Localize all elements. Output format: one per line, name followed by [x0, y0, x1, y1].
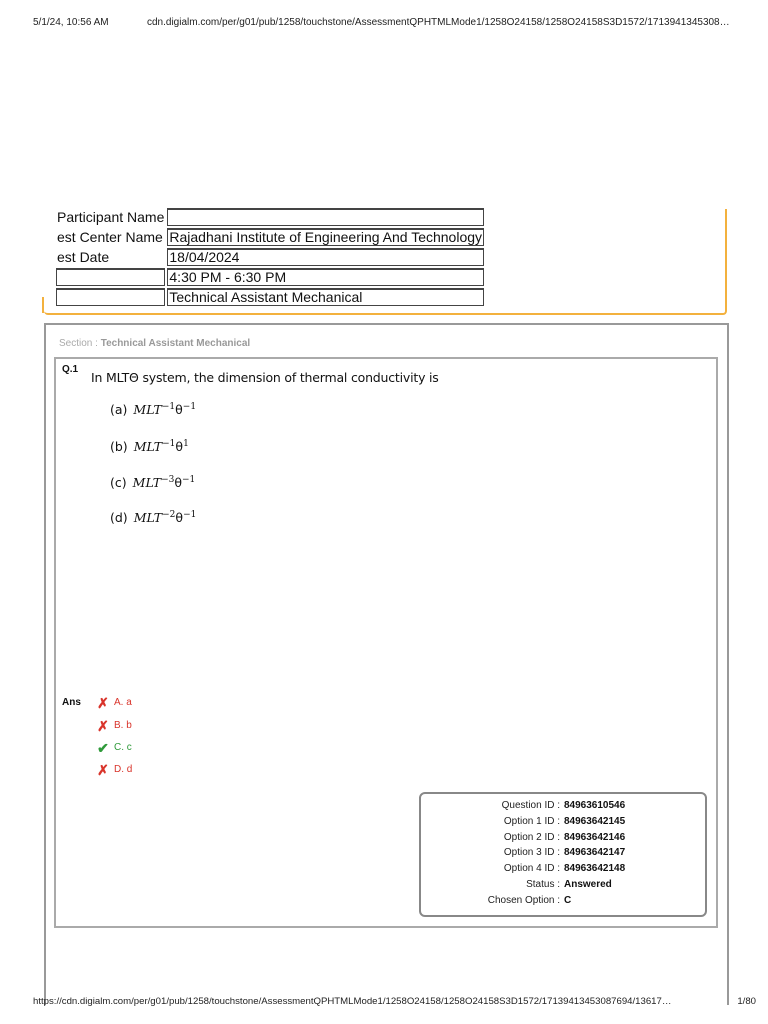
meta-chosen-option — [421, 895, 705, 909]
meta-key: Option 4 ID : — [503, 863, 560, 874]
meta-value: 84963642145 — [564, 816, 626, 827]
option-d — [110, 510, 196, 525]
cross-icon: ✗ — [97, 761, 109, 778]
meta-key: Question ID : — [501, 800, 560, 811]
cross-icon: ✗ — [97, 717, 109, 734]
meta-key: Option 2 ID : — [503, 832, 560, 843]
answer-option-c — [96, 739, 132, 756]
meta-option4-id — [421, 863, 705, 877]
meta-value: C — [564, 895, 572, 906]
answer-d-text: D. d — [114, 764, 133, 775]
option-c-exp1: −3 — [161, 475, 175, 485]
participant-label: Participant Name — [57, 208, 165, 225]
option-b-formula — [134, 439, 189, 454]
answer-option-d — [96, 761, 133, 778]
option-d-exp1: −2 — [162, 510, 176, 520]
option-c-label: (c) — [110, 475, 127, 491]
option-d-formula — [134, 510, 197, 525]
subject-value: Technical Assistant Mechanical — [167, 288, 484, 306]
meta-key: Chosen Option : — [487, 895, 560, 906]
meta-value: 84963642148 — [564, 863, 626, 874]
option-a-exp1: −1 — [161, 402, 176, 412]
print-url: cdn.digialm.com/per/g01/pub/1258/touchstone/AssessmentQPHTMLMode1/1258O24158/1258O24158S3D1572/1713941345308… — [147, 17, 730, 28]
option-d-label: (d) — [110, 510, 128, 526]
option-c-base: MLT — [132, 475, 162, 491]
option-a-label: (a) — [110, 402, 128, 418]
meta-option2-id — [421, 832, 705, 846]
info-row-subject — [56, 288, 484, 306]
meta-option3-id — [421, 847, 705, 861]
date-label: est Date — [57, 248, 110, 265]
info-row-time — [56, 268, 484, 286]
center-label: est Center Name — [57, 228, 163, 245]
option-a-formula — [133, 402, 196, 417]
date-value: 18/04/2024 — [167, 248, 484, 266]
meta-key: Status : — [526, 879, 560, 890]
center-value: Rajadhani Institute of Engineering And Technology — [169, 229, 483, 245]
question-text: In MLTΘ system, the dimension of thermal conductivity is — [91, 370, 439, 385]
option-d-exp2: −1 — [183, 510, 197, 520]
answer-option-a — [96, 694, 132, 711]
section-title — [59, 338, 250, 349]
cross-icon: ✗ — [97, 694, 109, 711]
option-b — [110, 439, 189, 454]
theta-symbol: θ — [175, 402, 183, 418]
participant-value — [167, 208, 484, 226]
meta-question-id — [421, 800, 705, 814]
print-footer-url: https://cdn.digialm.com/per/g01/pub/1258/touchstone/AssessmentQPHTMLMode1/1258O24158/1258O24158S3D1572/17139413453087694/13617… — [33, 996, 672, 1007]
meta-key: Option 1 ID : — [503, 816, 560, 827]
subject-label — [56, 288, 165, 306]
option-b-exp1: −1 — [162, 439, 176, 449]
option-b-label: (b) — [110, 439, 128, 455]
time-value: 4:30 PM - 6:30 PM — [167, 268, 484, 286]
info-row-participant — [56, 208, 484, 226]
option-c-formula — [133, 475, 196, 490]
theta-symbol: θ — [175, 510, 184, 526]
option-a — [110, 402, 196, 417]
meta-value: 84963610546 — [564, 800, 626, 811]
answer-c-text: C. c — [114, 742, 132, 753]
info-row-date — [56, 248, 484, 266]
time-label — [56, 268, 165, 286]
print-datetime: 5/1/24, 10:56 AM — [33, 17, 109, 28]
meta-key: Option 3 ID : — [503, 847, 560, 858]
question-meta-box — [419, 792, 707, 917]
answer-a-text: A. a — [114, 697, 132, 708]
option-a-base: MLT — [133, 402, 162, 418]
option-c — [110, 475, 195, 490]
section-prefix: Section : — [59, 338, 101, 349]
meta-option1-id — [421, 816, 705, 830]
print-page-number: 1/80 — [737, 996, 756, 1007]
check-icon: ✔ — [97, 739, 109, 756]
option-a-exp2: −1 — [182, 402, 197, 412]
option-b-exp2: 1 — [183, 439, 189, 449]
section-name: Technical Assistant Mechanical — [100, 338, 251, 349]
info-row-center — [56, 228, 484, 246]
meta-value: 84963642146 — [564, 832, 626, 843]
theta-symbol: θ — [175, 439, 184, 455]
answer-label: Ans — [62, 697, 81, 708]
meta-status — [421, 879, 705, 893]
option-d-base: MLT — [133, 510, 163, 526]
participant-info-table — [54, 206, 486, 308]
meta-value: Answered — [564, 879, 612, 890]
answer-b-text: B. b — [114, 720, 132, 731]
theta-symbol: θ — [174, 475, 182, 491]
meta-value: 84963642147 — [564, 847, 626, 858]
option-b-base: MLT — [133, 439, 163, 455]
answer-option-b — [96, 717, 132, 734]
question-number: Q.1 — [62, 364, 79, 375]
option-c-exp2: −1 — [182, 475, 196, 485]
